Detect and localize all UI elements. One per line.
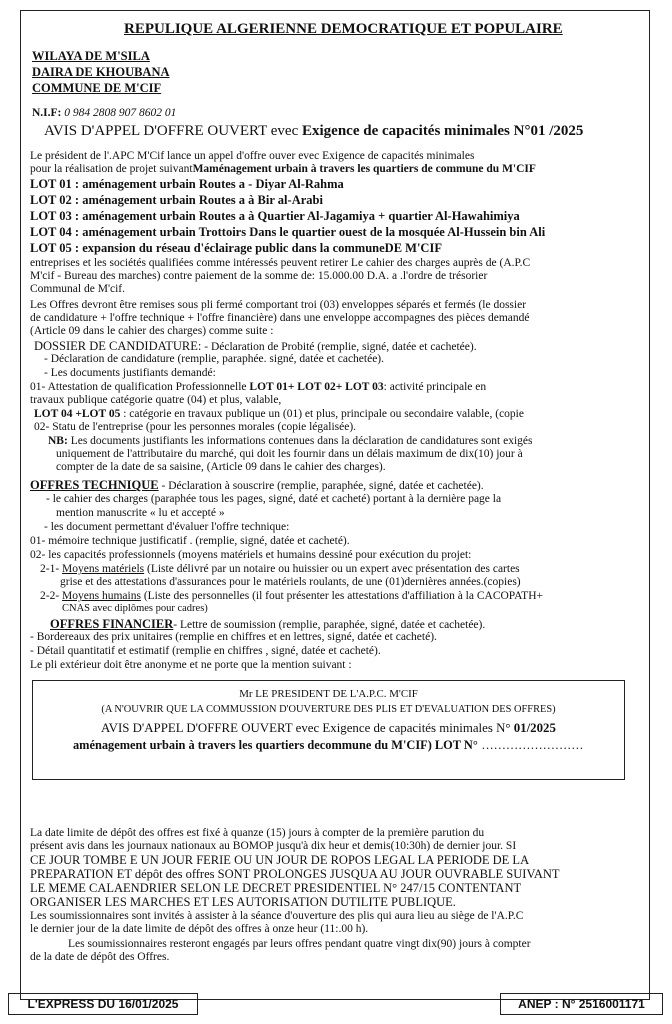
avis-title-part2: Exigence de capacités minimales N°01 /2025 — [302, 123, 584, 139]
moyens-materiels-text: (Liste délivré par un notaire ou huissier ou un expert avec présentation des cartes — [144, 563, 520, 575]
technique-line-3: - les document permettant d'évaluer l'offre technique: — [44, 521, 290, 533]
nb-label: NB: — [48, 435, 68, 447]
technique-line-5: 02- les capacités professionnels (moyens matériels et humains dessiné pour exécution du projet: — [30, 549, 472, 561]
footer-anep: ANEP : N° 2516001171 — [500, 993, 663, 1015]
moyens-humains-num: 2-2- — [40, 590, 60, 602]
mention-line-4 — [36, 739, 621, 752]
mention-avis-number: 01/2025 — [513, 720, 556, 735]
commune-line: COMMUNE DE M'CIF — [32, 81, 162, 95]
dossier-line-3c: : activité principale en — [383, 381, 487, 393]
dossier-line-2: - Les documents justifiants demandé: — [44, 367, 216, 379]
moyens-materiels-line-2: grise et des attestations d'assurances pour le matériels roulants, de une (01)dernières années.(copies) — [60, 576, 521, 588]
nb-line-2: uniquement de l'attributaire du marché, qui doit les fournir dans un délais maximum de dix(10) jour à — [56, 448, 523, 460]
technique-line-2: mention manuscrite « lu et accepté » — [56, 507, 225, 519]
mention-box — [32, 680, 625, 780]
nb-text-1: Les documents justifiants les informations contenues dans la déclaration de candidatures sont exigés — [67, 435, 533, 447]
technique-title: OFFRES TECHNIQUE — [30, 478, 159, 492]
lot-01: LOT 01 : aménagement urbain Routes a - Diyar Al-Rahma — [30, 177, 344, 191]
offres-intro-1: Les Offres devront être remises sous pli fermé comportant troi (03) enveloppes séparés et fermés (le dossier — [30, 299, 527, 311]
dossier-probite: - Déclaration de Probité (remplie, signé, datée et cachetée). — [201, 341, 477, 353]
republic-heading: REPULIQUE ALGERIENNE DEMOCRATIQUE ET POPULAIRE — [124, 21, 563, 37]
delais-line-2: présent avis dans les journaux nationaux au BOMOP jusqu'à dix heur et demis(10:30h) de dernier jour. SI — [30, 840, 517, 852]
dossier-line-5-lots: LOT 04 +LOT 05 — [34, 408, 121, 420]
delais-line-4: PREPARATION ET dépôt des offres SONT PROLONGES JUSQUA AU JOUR OUVRABLE SUIVANT — [30, 867, 560, 881]
lot-02: LOT 02 : aménagement urbain Routes a à Bir al-Arabi — [30, 193, 323, 207]
offres-intro-2: de candidature + l'offre technique + l'offre financière) dans une enveloppe accompagnes des pièces demandé — [30, 312, 530, 324]
moyens-humains-text: (Liste des personnelles (il fout présenter les attestations d'affiliation à la CACOPATH+ — [140, 590, 543, 602]
intro-line-2a: pour la réalisation de projet suivant — [30, 163, 193, 175]
project-title: Maménagement urbain à travers les quartiers de commune du M'CIF — [192, 163, 536, 175]
mention-project: aménagement urbain à travers les quartiers decommune du — [72, 738, 392, 752]
dossier-line-5 — [34, 409, 524, 421]
dossier-title: DOSSIER DE CANDIDATURE: — [34, 339, 202, 353]
delais-line-6: ORGANISER LES MARCHES ET LES AUTORISATION DUTILITE PUBLIQUE. — [30, 895, 456, 909]
retrait-line-2: M'cif - Bureau des marches) contre paiement de la somme de: 15.000.00 D.A. a .l'ordre de trésorier — [30, 270, 488, 282]
delais-line-9: Les soumissionnaires resteront engagés par leurs offres pendant quatre vingt dix(90) jours à compter — [68, 938, 531, 950]
nb-line-3: compter de la date de sa saisine, (Article 09 dans le cahier des charges). — [56, 461, 386, 473]
lot-03: LOT 03 : aménagement urbain Routes a à Quartier Al-Jagamiya + quartier Al-Hawahimiya — [30, 209, 520, 223]
financier-line-3: Le pli extérieur doit être anonyme et ne porte que la mention suivant : — [30, 659, 352, 671]
nb-line-1 — [48, 436, 532, 448]
footer-publication: L'EXPRESS DU 16/01/2025 — [8, 993, 198, 1015]
daira-line: DAIRA DE KHOUBANA — [32, 65, 170, 79]
moyens-materiels-num: 2-1- — [40, 563, 60, 575]
retrait-line-1: entreprises et les sociétés qualifiées comme intéressés peuvent retirer Le cahier des charges auprès de (A.P.C — [30, 257, 531, 269]
moyens-humains-label: Moyens humains — [62, 590, 141, 602]
dossier-line-3-lots: LOT 01+ LOT 02+ LOT 03 — [249, 381, 384, 393]
lot-05: LOT 05 : expansion du réseau d'éclairage public dans la communeDE M'CIF — [30, 241, 442, 255]
delais-line-3: CE JOUR TOMBE E UN JOUR FERIE OU UN JOUR DE ROPOS LEGAL LA PERIODE DE LA — [30, 853, 530, 867]
mention-lot-blank: ......................... — [477, 738, 584, 752]
nif-line — [32, 108, 176, 120]
technique-line-4: 01- mémoire technique justificatif . (remplie, signé, datée et cacheté). — [30, 535, 350, 547]
financier-line-1: - Bordereaux des prix unitaires (remplie en chiffres et en lettres, signé, datée et cacheté). — [30, 631, 437, 643]
delais-line-8: le dernier jour de la date limite de dépôt des offres à onze heur (11:.00 h). — [30, 923, 369, 935]
moyens-materiels-line — [40, 564, 520, 576]
financier-line-2: - Détail quantitatif et estimatif (remplie en chiffres , signé, datée et cacheté). — [30, 645, 381, 657]
financier-soumission: - Lettre de soumission (remplie, paraphée, signé, datée et cachetée). — [173, 619, 486, 631]
delais-line-7: Les soumissionnaires sont invités à assister à la séance d'ouverture des plis qui aura lieu au siège de l'A.P.C — [30, 910, 524, 922]
intro-line-2 — [30, 164, 536, 176]
mention-lot: M'CIF) LOT N° — [391, 738, 478, 752]
financier-title-line — [50, 618, 485, 632]
avis-title — [44, 124, 583, 139]
dossier-line-5b: : catégorie en travaux publique un (01) et plus, principale ou secondaire valable, (copie — [120, 408, 524, 420]
offres-intro-3: (Article 09 dans le cahier des charges) comme suite : — [30, 325, 274, 337]
financier-title: OFFRES FINANCIER — [50, 617, 174, 631]
mention-line-2: (A N'OUVRIR QUE LA COMMUSSION D'OUVERTURE DES PLIS ET D'EVALUATION DES OFFRES) — [101, 704, 556, 715]
avis-title-part1: AVIS D'APPEL D'OFFRE OUVERT evec — [44, 123, 302, 139]
nif-label: N.I.F: — [32, 107, 62, 119]
mention-avis: AVIS D'APPEL D'OFFRE OUVERT evec Exigence de capacités minimales N° — [101, 720, 514, 735]
nif-value: 0 984 2808 907 8602 01 — [64, 107, 177, 119]
dossier-title-line — [34, 340, 477, 354]
wilaya-line: WILAYA DE M'SILA — [32, 49, 150, 63]
mention-line-1: Mr LE PRESIDENT DE L'A.P.C. M'CIF — [239, 688, 418, 700]
dossier-line-4: travaux publique catégorie quatre (04) et plus, valable, — [30, 394, 282, 406]
dossier-line-6: 02- Statu de l'entreprise (pour les personnes morales (copie légalisée). — [34, 421, 357, 433]
moyens-materiels-label: Moyens matériels — [62, 563, 145, 575]
technique-declaration: - Déclaration à souscrire (remplie, paraphée, signé, datée et cachetée). — [158, 480, 484, 492]
dossier-line-3a: 01- Attestation de qualification Professionnelle — [30, 381, 250, 393]
dossier-line-1: - Déclaration de candidature (remplie, paraphée. signé, datée et cachetée). — [44, 353, 385, 365]
lot-04: LOT 04 : aménagement urbain Trottoirs Dans le quartier ouest de la mosquée Al-Hussein bin Ali — [30, 225, 546, 239]
delais-line-10: de la date de dépôt des Offres. — [30, 951, 170, 963]
retrait-line-3: Communal de M'cif. — [30, 283, 126, 295]
moyens-humains-line-2: CNAS avec diplômes pour cadres) — [62, 603, 208, 614]
intro-line-1: Le président de l'.APC M'Cif lance un appel d'offre ouver evec Exigence de capacités minimales — [30, 150, 475, 162]
mention-line-3 — [36, 721, 621, 734]
moyens-humains-line — [40, 591, 543, 603]
technique-title-line — [30, 479, 484, 493]
delais-line-5: LE MEME CALAENDRIER SELON LE DECRET PRESIDENTIEL N° 247/15 CONTENTANT — [30, 881, 522, 895]
technique-line-1: - le cahier des charges (paraphée tous les pages, signé, daté et cacheté) portant à la dernière page la — [46, 493, 502, 505]
dossier-line-3 — [30, 382, 486, 394]
delais-line-1: La date limite de dépôt des offres est fixé à quanze (15) jours à compter de la première parution du — [30, 827, 485, 839]
